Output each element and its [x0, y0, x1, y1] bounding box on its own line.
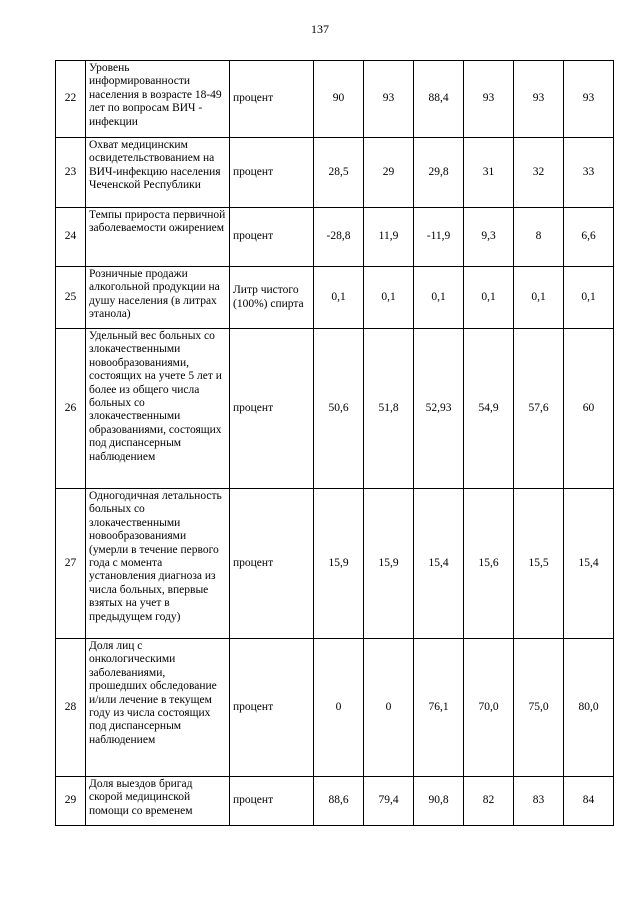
value-cell: 29,8 [414, 138, 464, 208]
indicator-name-cell: Охват медицинским освидетельствованием на ВИЧ-инфекцию населения Чеченской Республики [86, 138, 230, 208]
unit-cell: процент [230, 61, 314, 138]
value-cell: 88,6 [314, 777, 364, 826]
row-number-cell: 28 [56, 639, 86, 777]
value-cell: 90 [314, 61, 364, 138]
unit-cell: процент [230, 777, 314, 826]
value-cell: 51,8 [364, 329, 414, 489]
table-body [56, 61, 614, 826]
unit-cell: процент [230, 208, 314, 267]
indicator-name-cell: Темпы прироста первичной заболеваемости ожирением [86, 208, 230, 267]
row-number-cell: 25 [56, 267, 86, 329]
value-cell: 0 [314, 639, 364, 777]
value-cell: 9,3 [464, 208, 514, 267]
row-number-cell: 24 [56, 208, 86, 267]
value-cell: 60 [564, 329, 614, 489]
value-cell: 70,0 [464, 639, 514, 777]
table-row [56, 138, 614, 208]
value-cell: 29 [364, 138, 414, 208]
value-cell: 0,1 [464, 267, 514, 329]
value-cell: 75,0 [514, 639, 564, 777]
indicator-name-cell: Одногодичная летальность больных со злокачественными новообразованиями (умерли в течение первого года с момента установления диагноза из числа больных, впервые взятых на учет в предыдущем году) [86, 489, 230, 639]
value-cell: 54,9 [464, 329, 514, 489]
table-row [56, 208, 614, 267]
unit-cell: процент [230, 329, 314, 489]
value-cell: 32 [514, 138, 564, 208]
value-cell: -11,9 [414, 208, 464, 267]
value-cell: 79,4 [364, 777, 414, 826]
value-cell: 0,1 [314, 267, 364, 329]
indicator-name-cell: Доля выездов бригад скорой медицинской помощи со временем [86, 777, 230, 826]
value-cell: 0,1 [364, 267, 414, 329]
row-number-cell: 26 [56, 329, 86, 489]
page-number: 137 [311, 22, 329, 36]
row-number-cell: 27 [56, 489, 86, 639]
unit-cell: процент [230, 489, 314, 639]
row-number-cell: 29 [56, 777, 86, 826]
value-cell: 0 [364, 639, 414, 777]
row-number-cell: 23 [56, 138, 86, 208]
value-cell: 93 [364, 61, 414, 138]
value-cell: 76,1 [414, 639, 464, 777]
value-cell: 84 [564, 777, 614, 826]
value-cell: 0,1 [414, 267, 464, 329]
indicator-name-cell: Доля лиц с онкологическими заболеваниями, прошедших обследование и/или лечение в текущем году из числа состоящих под диспансерным наблюдением [86, 639, 230, 777]
unit-cell: Литр чистого (100%) спирта [230, 267, 314, 329]
value-cell: 93 [514, 61, 564, 138]
value-cell: 8 [514, 208, 564, 267]
value-cell: 50,6 [314, 329, 364, 489]
table-row [56, 329, 614, 489]
table-row [56, 267, 614, 329]
value-cell: -28,8 [314, 208, 364, 267]
indicator-name-cell: Уровень информированности населения в возрасте 18-49 лет по вопросам ВИЧ - инфекции [86, 61, 230, 138]
value-cell: 93 [464, 61, 514, 138]
value-cell: 15,9 [314, 489, 364, 639]
indicator-name-cell: Удельный вес больных со злокачественными новообразованиями, состоящих на учете 5 лет и более из общего числа больных со злокачественными образованиями, состоящих под диспансерным наблюдением [86, 329, 230, 489]
value-cell: 33 [564, 138, 614, 208]
table-row [56, 61, 614, 138]
table-row [56, 639, 614, 777]
value-cell: 90,8 [414, 777, 464, 826]
value-cell: 28,5 [314, 138, 364, 208]
unit-cell: процент [230, 639, 314, 777]
value-cell: 31 [464, 138, 514, 208]
value-cell: 0,1 [564, 267, 614, 329]
value-cell: 57,6 [514, 329, 564, 489]
unit-cell: процент [230, 138, 314, 208]
value-cell: 83 [514, 777, 564, 826]
value-cell: 15,9 [364, 489, 414, 639]
value-cell: 82 [464, 777, 514, 826]
value-cell: 88,4 [414, 61, 464, 138]
value-cell: 6,6 [564, 208, 614, 267]
value-cell: 0,1 [514, 267, 564, 329]
indicator-name-cell: Розничные продажи алкогольной продукции на душу населения (в литрах этанола) [86, 267, 230, 329]
table-row [56, 777, 614, 826]
value-cell: 93 [564, 61, 614, 138]
value-cell: 15,6 [464, 489, 514, 639]
value-cell: 52,93 [414, 329, 464, 489]
value-cell: 80,0 [564, 639, 614, 777]
value-cell: 15,5 [514, 489, 564, 639]
indicators-table [55, 60, 614, 826]
value-cell: 11,9 [364, 208, 414, 267]
value-cell: 15,4 [564, 489, 614, 639]
table-row [56, 489, 614, 639]
row-number-cell: 22 [56, 61, 86, 138]
value-cell: 15,4 [414, 489, 464, 639]
